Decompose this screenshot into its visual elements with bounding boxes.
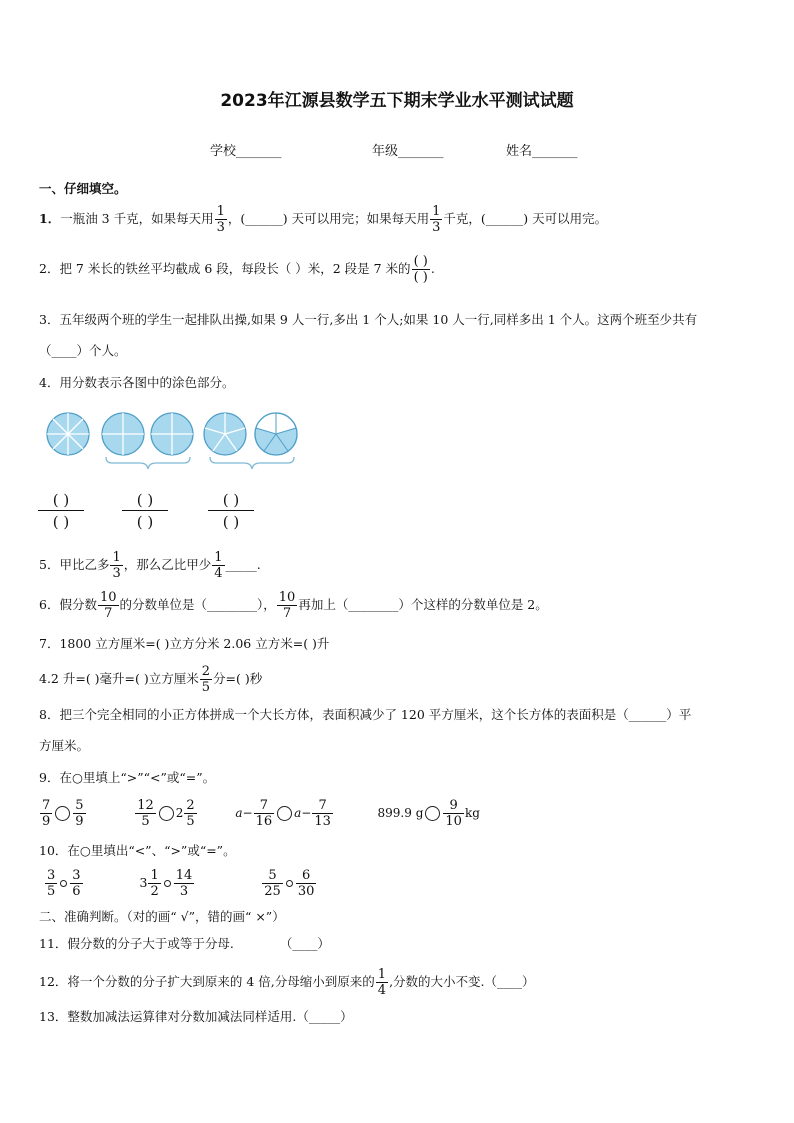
numerator: 3	[72, 868, 81, 883]
operator: −	[242, 806, 253, 820]
q2-number: 2．	[39, 261, 60, 276]
circle-1-eighths	[47, 413, 89, 455]
numerator-blank: ( )	[38, 490, 84, 511]
question-13: 13．整数加减法运算律对分数加减法同样适用.（_____）	[39, 1009, 353, 1024]
numerator-blank: ( )	[122, 490, 168, 511]
brace-1	[106, 457, 190, 469]
numerator: 7	[42, 798, 51, 813]
denominator: ( )	[413, 270, 428, 285]
denominator: 5	[47, 884, 56, 899]
section-1-heading: 一、仔细填空。	[39, 181, 127, 196]
denominator-blank: ( )	[52, 513, 70, 531]
q5-fraction-2	[212, 550, 224, 581]
denominator: 3	[112, 566, 121, 581]
q6-fraction-1	[98, 590, 119, 621]
fraction-circles-figure	[40, 405, 310, 475]
operator: −	[301, 806, 312, 820]
q4-answer-fraction-1[interactable]	[38, 490, 84, 533]
q1-number: 1．	[39, 211, 61, 226]
denominator: 13	[314, 814, 331, 829]
q1-fraction-2	[430, 204, 442, 235]
denominator: 4	[377, 983, 387, 998]
q5-text-b: ，那么乙比甲少	[123, 557, 212, 572]
q4-answer-fraction-3[interactable]	[208, 490, 254, 533]
compare-circle[interactable]	[55, 806, 70, 821]
q7-text-a: 4.2 升=( )毫升=( )立方厘米	[39, 671, 199, 686]
question-6	[39, 590, 548, 621]
numerator: 6	[296, 868, 317, 884]
q6-text-b: 的分数单位是（________），	[119, 597, 276, 612]
circle-2-quarters	[102, 413, 144, 455]
q10-expr-2	[139, 868, 196, 899]
q10-expr-3	[261, 868, 317, 899]
name-field[interactable]: 姓名_______	[506, 144, 578, 159]
q1-text-c: 千克，(______) 天可以用完。	[443, 211, 608, 226]
whole-part: 3	[139, 875, 148, 890]
q11-text: 11．假分数的分子大于或等于分母.	[39, 936, 234, 951]
q6-fraction-2	[277, 590, 298, 621]
q9-expr-1	[39, 798, 87, 829]
numerator: 5	[75, 798, 84, 813]
denominator: 9	[42, 814, 51, 829]
q9-expressions	[39, 798, 480, 829]
q9-expr-4	[377, 798, 480, 829]
section-2-heading: 二、准确判断。（对的画“ √”，错的画“ ×”）	[39, 909, 285, 924]
q2-text: 把 7 米长的铁丝平均截成 6 段，每段长（ ）米，2 段是 7 米的	[59, 261, 411, 276]
variable: a	[294, 806, 302, 820]
q9-expr-2	[134, 798, 197, 829]
numerator: 1	[377, 967, 387, 982]
question-10: 10．在○里填出“<”、“>”或“=”。	[39, 843, 236, 858]
page-title: 2023年江源县数学五下期末学业水平测试试题	[220, 91, 574, 111]
q6-text-a: 6．假分数	[39, 597, 97, 612]
numerator: 12	[137, 798, 154, 813]
question-3-line-2: （____）个人。	[39, 343, 127, 358]
numerator: 7	[254, 798, 275, 814]
left-value: 899.9 g	[377, 806, 424, 820]
q5-text-c: _____.	[225, 557, 261, 572]
denominator: 2	[150, 884, 159, 899]
question-8-line-2: 方厘米。	[39, 738, 90, 753]
numerator: 3	[47, 868, 56, 883]
q2-end: .	[430, 261, 435, 276]
question-9: 9．在○里填上“>”“<”或“=”。	[39, 770, 216, 785]
numerator: 14	[175, 868, 193, 883]
numerator: 5	[262, 868, 283, 884]
denominator: 9	[75, 814, 84, 829]
q1-text-a: 一瓶油 3 千克，如果每天用	[60, 211, 214, 226]
denominator: 5	[141, 814, 150, 829]
compare-circle[interactable]	[60, 880, 67, 887]
q10-expressions	[44, 868, 317, 899]
numerator: 2	[186, 798, 195, 813]
numerator: 1	[112, 550, 121, 565]
unit: kg	[464, 806, 480, 820]
q9-expr-3	[235, 798, 334, 829]
question-1	[39, 204, 607, 235]
q10-expr-1	[44, 868, 84, 899]
q12-fraction	[376, 967, 388, 998]
denominator: 6	[72, 884, 81, 899]
numerator: 1	[150, 868, 159, 883]
denominator: 3	[179, 884, 189, 899]
numerator-blank: ( )	[208, 490, 254, 511]
denominator: 3	[432, 220, 441, 235]
q5-text-a: 5．甲比乙多	[39, 557, 110, 572]
question-8-line-1: 8．把三个完全相同的小正方体拼成一个大长方体，表面积减少了 120 平方厘米，这个长方体的表面积是（______）平	[39, 707, 692, 722]
compare-circle[interactable]	[164, 880, 171, 887]
compare-circle[interactable]	[277, 806, 292, 821]
denominator: 7	[104, 606, 113, 621]
denominator: 10	[445, 814, 462, 829]
variable: a	[235, 806, 243, 820]
compare-circle[interactable]	[286, 880, 293, 887]
circle-5-partial-fifths	[255, 413, 297, 455]
q1-fraction-1	[215, 204, 227, 235]
denominator: 3	[216, 220, 225, 235]
question-3-line-1: 3．五年级两个班的学生一起排队出操,如果 9 人一行,多出 1 个人;如果 10 人一行,同样多出 1 个人。这两个班至少共有	[39, 312, 698, 327]
circle-4-fifths	[204, 413, 246, 455]
numerator: 10	[278, 590, 296, 605]
q12-text-a: 12．将一个分数的分子扩大到原来的 4 倍,分母缩小到原来的	[39, 974, 375, 989]
q11-answer-blank[interactable]: （____）	[279, 936, 330, 951]
numerator: 7	[312, 798, 333, 814]
q6-text-c: 再加上（________）个这样的分数单位是 2。	[298, 597, 548, 612]
denominator-blank: ( )	[222, 513, 240, 531]
numerator: ( )	[413, 254, 428, 269]
denominator: 30	[297, 884, 315, 899]
denominator: 7	[282, 606, 292, 621]
brace-2	[210, 457, 294, 469]
numerator: 9	[443, 798, 464, 814]
question-2	[39, 254, 435, 285]
school-field[interactable]: 学校_______	[210, 144, 282, 159]
numerator: 1	[214, 550, 223, 565]
numerator: 1	[432, 204, 441, 219]
denominator: 5	[186, 814, 195, 829]
denominator: 25	[264, 884, 281, 899]
question-7-line-1: 7．1800 立方厘米=( )立方分米 2.06 立方米=( )升	[39, 636, 330, 651]
denominator: 16	[255, 814, 273, 829]
q4-answer-fraction-2[interactable]	[122, 490, 168, 533]
compare-circle[interactable]	[159, 806, 174, 821]
denominator: 5	[201, 680, 211, 695]
q1-text-b: ，(______) 天可以用完；如果每天用	[227, 211, 430, 226]
q12-text-b: ,分数的大小不变.（____）	[389, 974, 535, 989]
denominator: 4	[214, 566, 223, 581]
compare-circle[interactable]	[425, 806, 440, 821]
q7-fraction	[200, 664, 212, 695]
question-11	[39, 935, 330, 953]
numerator: 10	[99, 590, 117, 605]
question-5	[39, 550, 261, 581]
denominator-blank: ( )	[136, 513, 154, 531]
q7-text-b: 分=( )秒	[213, 671, 263, 686]
numerator: 2	[201, 664, 211, 679]
question-7-line-2	[39, 664, 262, 695]
question-4: 4．用分数表示各图中的涂色部分。	[39, 375, 235, 390]
whole-part: 2	[175, 806, 184, 820]
grade-field[interactable]: 年级_______	[372, 144, 444, 159]
q5-fraction-1	[110, 550, 122, 581]
circle-3-quarters	[151, 413, 193, 455]
question-12	[39, 967, 535, 998]
numerator: 1	[216, 204, 225, 219]
q2-blank-fraction[interactable]	[412, 254, 430, 285]
